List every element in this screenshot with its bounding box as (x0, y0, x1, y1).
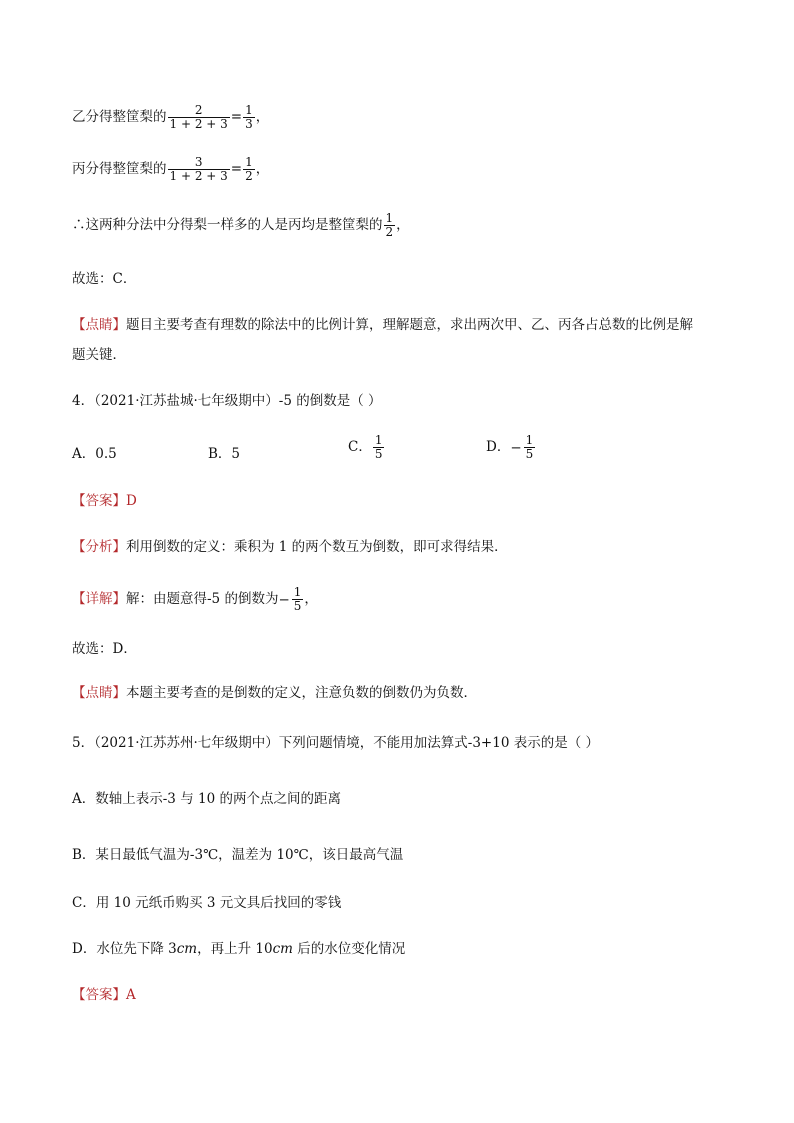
question-5: 5．（2021·江苏苏州·七年级期中）下列问题情境，不能用加法算式-3+10 表示的是（ ） (72, 735, 599, 751)
tag-answer: 【答案】 (72, 987, 126, 1003)
option-c: C． $\frac{1}{5}$ (348, 433, 383, 461)
line-dianjing-3b: 题关键． (72, 347, 126, 363)
tag-dianjing: 【点睛】 (72, 685, 126, 701)
q5-option-a: A．数轴上表示-3 与 10 的两个点之间的距离 (72, 791, 341, 807)
fraction: $\frac{1}{2}$ (245, 155, 253, 183)
line-dianjing-3a: 【点睛】题目主要考查有理数的除法中的比例计算，理解题意，求出两次甲、乙、丙各占总数的比例是解 (72, 317, 693, 333)
line-conclusion: ∴这两种分法中分得梨一样多的人是丙均是整筐梨的 $\frac{1}{2}$ ， (72, 211, 410, 239)
fraction: $\frac{2}{1 + 2 + 3}$ (169, 103, 228, 131)
line-select-d: 故选：D． (72, 641, 137, 657)
tag-analysis: 【分析】 (72, 539, 126, 555)
line-bing-share: 丙分得整筐梨的 $\frac{3}{1 + 2 + 3}$ = $\frac{1}{2}$ ， (72, 155, 270, 183)
fraction: $\frac{1}{5}$ (525, 433, 534, 461)
fraction: $\frac{1}{5}$ (293, 585, 302, 613)
line-yi-share: 乙分得整筐梨的 $\frac{2}{1 + 2 + 3}$ = $\frac{1}{3}$ ， (72, 103, 270, 131)
line-select-c: 故选：C． (72, 271, 137, 287)
question-4: 4．（2021·江苏盐城·七年级期中）-5 的倒数是（ ） (72, 393, 382, 409)
q5-option-b: B．某日最低气温为-3℃，温差为 10℃，该日最高气温 (72, 847, 404, 863)
q5-option-c: C．用 10 元纸币购买 3 元文具后找回的零钱 (72, 895, 342, 911)
fraction: $\frac{1}{5}$ (374, 433, 383, 461)
detail-4: 【详解】解：由题意得-5 的倒数为− $\frac{1}{5}$ ， (72, 585, 318, 613)
option-d: D．− $\frac{1}{5}$ (486, 433, 534, 461)
text: 乙分得整筐梨的 (72, 109, 167, 125)
answer-5: 【答案】A (72, 987, 136, 1003)
fraction: $\frac{1}{2}$ (385, 211, 394, 239)
dianjing-4: 【点睛】本题主要考查的是倒数的定义，注意负数的倒数仍为负数． (72, 685, 477, 701)
tag-answer: 【答案】 (72, 493, 126, 509)
answer-4: 【答案】D (72, 493, 137, 509)
fraction: $\frac{1}{3}$ (245, 103, 253, 131)
analysis-4: 【分析】利用倒数的定义：乘积为 1 的两个数互为倒数，即可求得结果． (72, 539, 508, 555)
fraction: $\frac{3}{1 + 2 + 3}$ (169, 155, 228, 183)
option-b: B．5 (208, 446, 241, 462)
tag-dianjing: 【点睛】 (72, 317, 126, 333)
q5-option-d: D．水位先下降 3cm，再上升 10cm 后的水位变化情况 (72, 941, 406, 957)
tag-detail: 【详解】 (72, 591, 126, 607)
option-a: A．0.5 (72, 446, 117, 462)
